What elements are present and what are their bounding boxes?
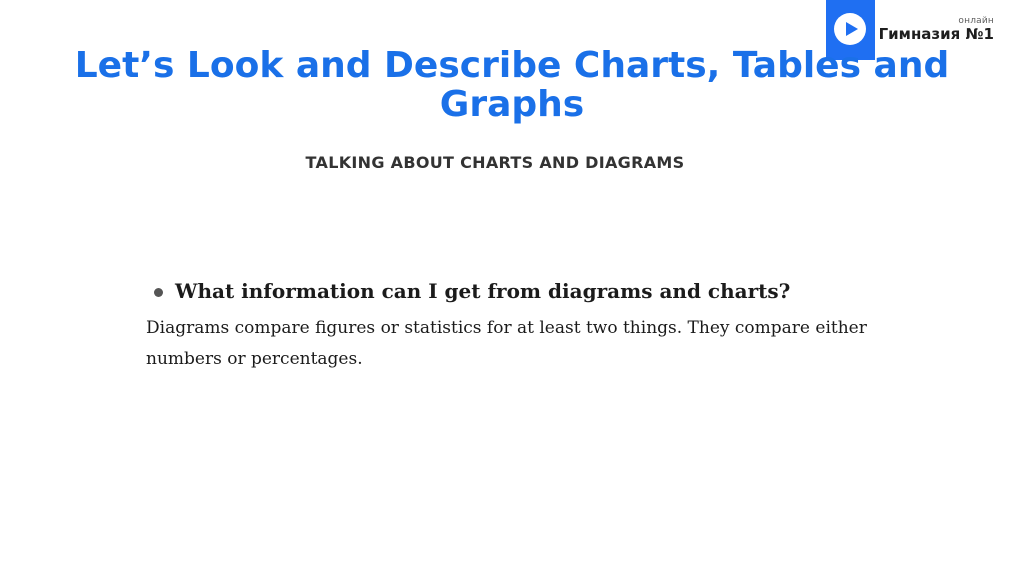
scanned-heading: TALKING ABOUT CHARTS AND DIAGRAMS <box>305 153 685 172</box>
question-text: What information can I get from diagrams and charts? <box>175 279 791 303</box>
brand-name: Гимназия №1 <box>878 25 994 43</box>
play-icon <box>832 11 868 47</box>
brand-subtitle: онлайн <box>958 16 994 26</box>
bullet-icon <box>154 288 163 297</box>
slide-title: Let’s Look and Describe Charts, Tables and Graphs <box>74 45 950 125</box>
question-row <box>154 279 894 303</box>
answer-text: Diagrams compare figures or statistics for at least two things. They compare either numbers or percentages. <box>146 318 867 369</box>
